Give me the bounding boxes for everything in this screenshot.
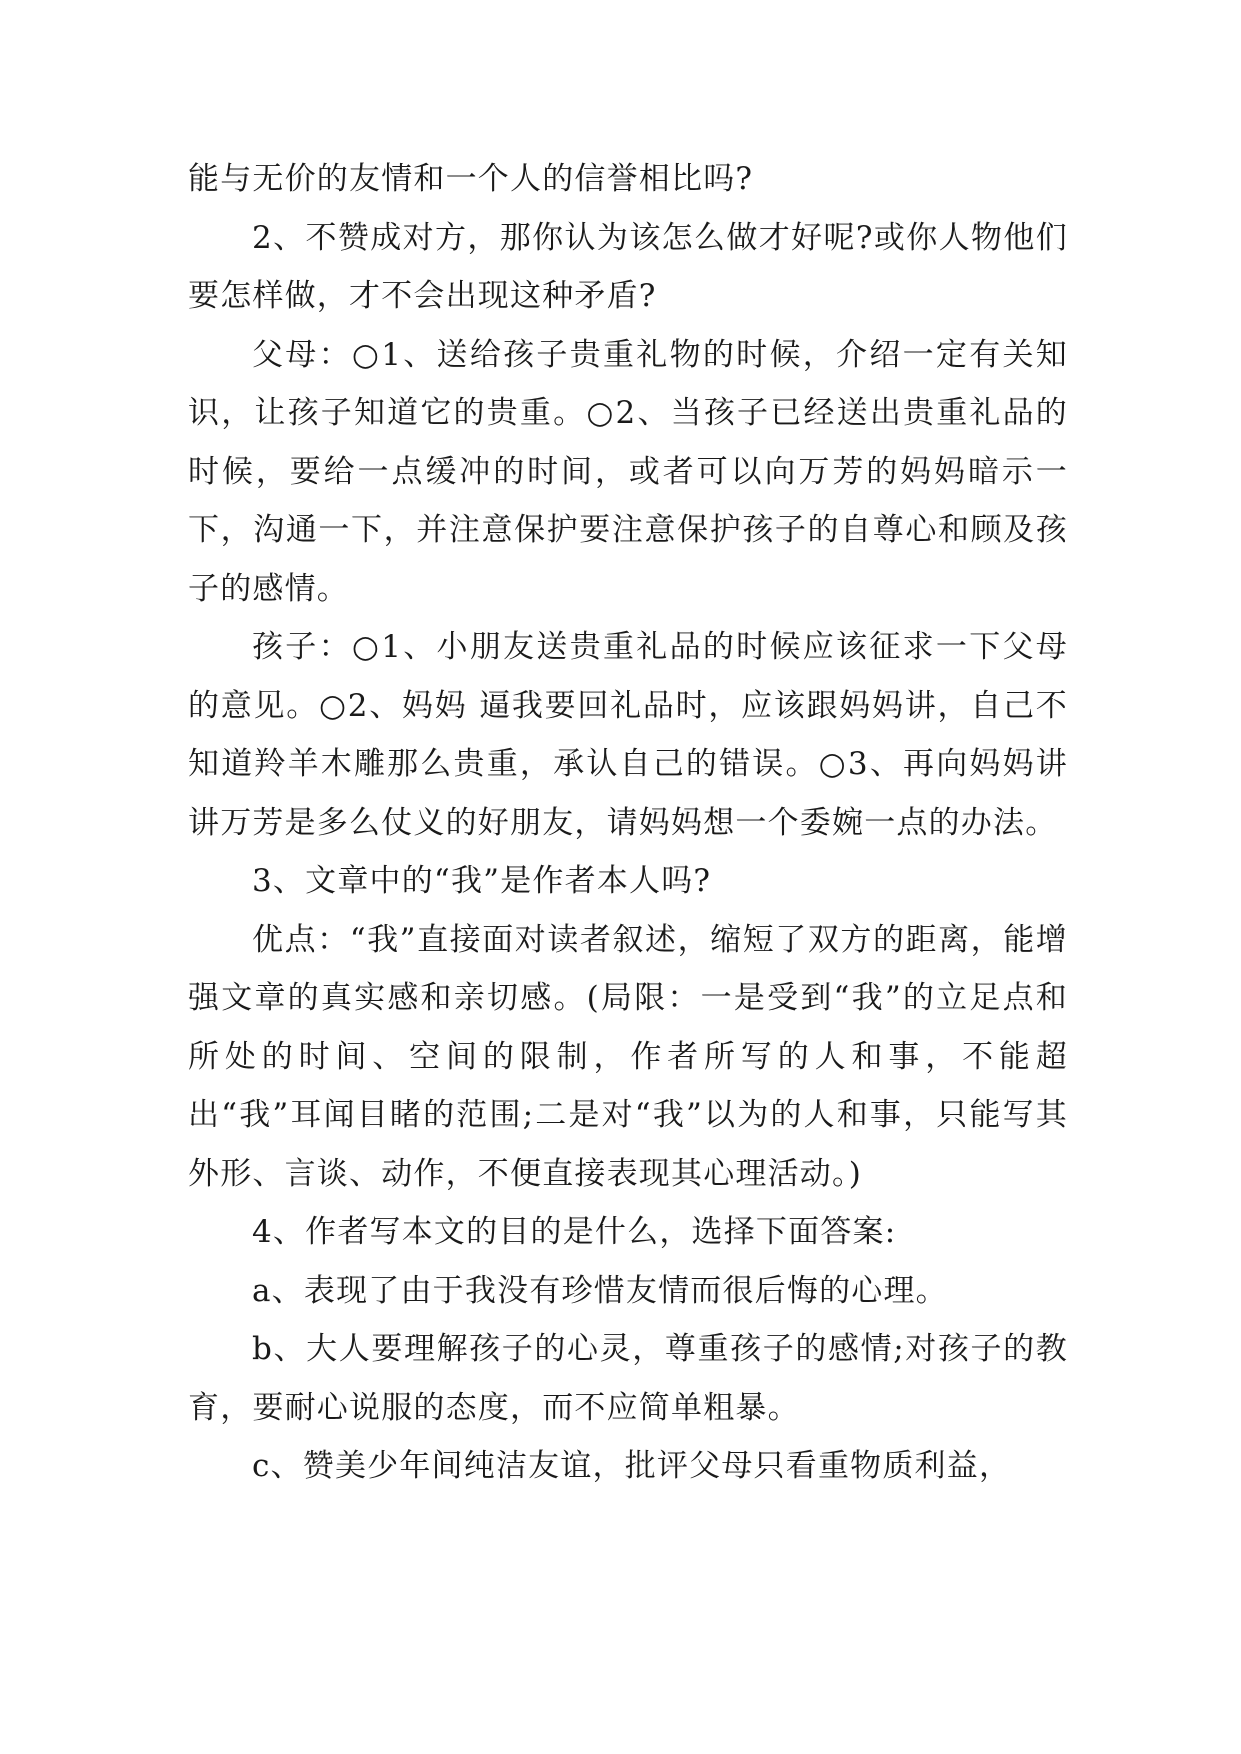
paragraph-child: 孩子：○1、小朋友送贵重礼品的时候应该征求一下父母的意见。○2、妈妈 逼我要回礼品时，应该跟妈妈讲，自己不知道羚羊木雕那么贵重，承认自己的错误。○3、再向妈妈讲讲万芳是多么仗义的好朋友，请妈妈想一个委婉一点的办法。: [188, 629, 1068, 841]
paragraph-question-2: 2、不赞成对方，那你认为该怎么做才好呢?或你人物他们要怎样做，才不会出现这种矛盾?: [188, 219, 1068, 314]
paragraph-option-b: b、大人要理解孩子的心灵，尊重孩子的感情;对孩子的教育，要耐心说服的态度，而不应简单粗暴。: [188, 1331, 1068, 1426]
paragraph-option-c: c、赞美少年间纯洁友谊，批评父母只看重物质利益，: [252, 1448, 1012, 1484]
paragraph-advantages: 优点：“我”直接面对读者叙述，缩短了双方的距离，能增强文章的真实感和亲切感。(局限：一是受到“我”的立足点和所处的时间、空间的限制，作者所写的人和事，不能超出“我”耳闻目睹的范围;二是对“我”以为的人和事，只能写其外形、言谈、动作，不便直接表现其心理活动。): [188, 921, 1068, 1192]
paragraph-continuation: 能与无价的友情和一个人的信誉相比吗?: [188, 161, 754, 197]
paragraph-question-3: 3、文章中的“我”是作者本人吗?: [252, 863, 712, 899]
paragraph-question-4: 4、作者写本文的目的是什么，选择下面答案:: [252, 1214, 897, 1250]
document-page: [188, 150, 1068, 1496]
paragraph-option-a: a、表现了由于我没有珍惜友情而很后悔的心理。: [252, 1272, 948, 1309]
paragraph-parents: 父母：○1、送给孩子贵重礼物的时候，介绍一定有关知识，让孩子知道它的贵重。○2、当孩子已经送出贵重礼品的时候，要给一点缓冲的时间，或者可以向万芳的妈妈暗示一下，沟通一下，并注意保护要注意保护孩子的自尊心和顾及孩子的感情。: [188, 336, 1068, 607]
